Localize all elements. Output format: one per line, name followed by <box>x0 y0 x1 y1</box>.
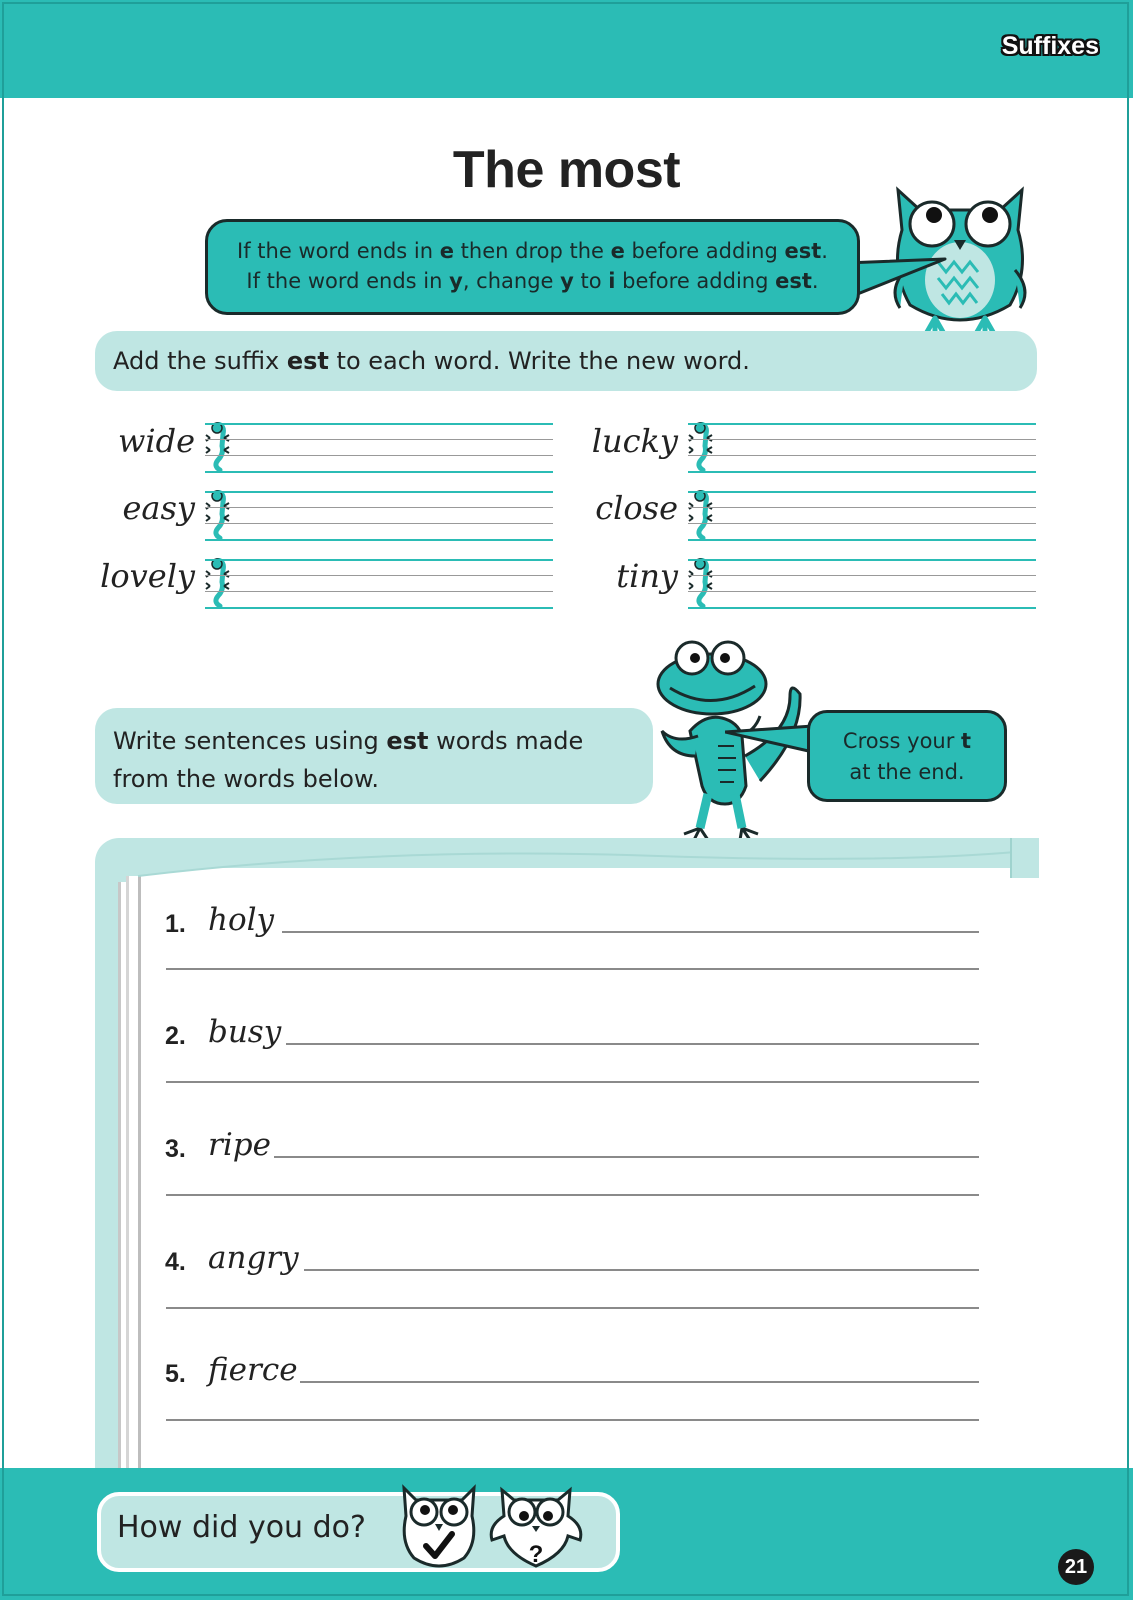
word-lucky: lucky <box>591 422 678 460</box>
page-number: 21 <box>1058 1549 1094 1585</box>
sentence-line[interactable] <box>166 1081 979 1083</box>
speech-tail <box>725 712 815 762</box>
word-lovely: lovely <box>100 557 195 595</box>
instruction-2: Write sentences using est words made from the words below. <box>95 708 653 804</box>
page-curl <box>138 838 1037 878</box>
instruction-1: Add the suffix est to each word. Write the new word. <box>95 331 1037 391</box>
cross-t-bubble: Cross your t at the end. <box>807 710 1007 802</box>
item-number: 5. <box>165 1360 186 1388</box>
answer-lines-lovely[interactable] <box>205 559 553 609</box>
svg-text:?: ? <box>528 1541 544 1568</box>
tip-line-1: If the word ends in e then drop the e before adding est. <box>237 239 828 263</box>
sentence-line[interactable] <box>166 1419 979 1421</box>
book-page <box>138 868 1040 1482</box>
item-word: busy <box>208 1014 282 1050</box>
tip-line-2: If the word ends in y, change y to i before adding est. <box>246 269 819 293</box>
item-number: 2. <box>165 1022 186 1050</box>
sentence-line[interactable] <box>166 1307 979 1309</box>
item-number: 4. <box>165 1248 186 1276</box>
header-bar <box>0 0 1133 98</box>
owl-question-icon[interactable] <box>488 1482 584 1572</box>
word-easy: easy <box>122 489 195 527</box>
owl-tick-icon[interactable] <box>398 1482 480 1572</box>
answer-lines-easy[interactable] <box>205 491 553 541</box>
word-close: close <box>595 489 678 527</box>
book-spine-edge <box>1010 838 1039 878</box>
answer-lines-lucky[interactable] <box>688 423 1036 473</box>
sentence-line[interactable] <box>274 1156 979 1158</box>
tip-bubble <box>205 219 860 315</box>
item-word: fierce <box>208 1352 298 1388</box>
speech-tail <box>845 255 955 305</box>
answer-lines-wide[interactable] <box>205 423 553 473</box>
item-number: 3. <box>165 1135 186 1163</box>
sentence-line[interactable] <box>300 1381 979 1383</box>
item-word: angry <box>208 1240 299 1276</box>
item-number: 1. <box>165 910 186 938</box>
answer-lines-close[interactable] <box>688 491 1036 541</box>
sentence-line[interactable] <box>286 1043 979 1045</box>
answer-lines-tiny[interactable] <box>688 559 1036 609</box>
section-tag: Suffixes <box>1001 32 1099 60</box>
sentence-line[interactable] <box>166 1194 979 1196</box>
page-title: The most <box>452 141 681 199</box>
sentence-line[interactable] <box>166 968 979 970</box>
item-word: holy <box>208 902 275 938</box>
sentence-line[interactable] <box>282 931 979 933</box>
item-word: ripe <box>208 1127 271 1163</box>
word-tiny: tiny <box>616 557 678 595</box>
word-wide: wide <box>117 422 195 460</box>
self-assessment-question: How did you do? <box>117 1510 366 1545</box>
sentence-line[interactable] <box>304 1269 979 1271</box>
